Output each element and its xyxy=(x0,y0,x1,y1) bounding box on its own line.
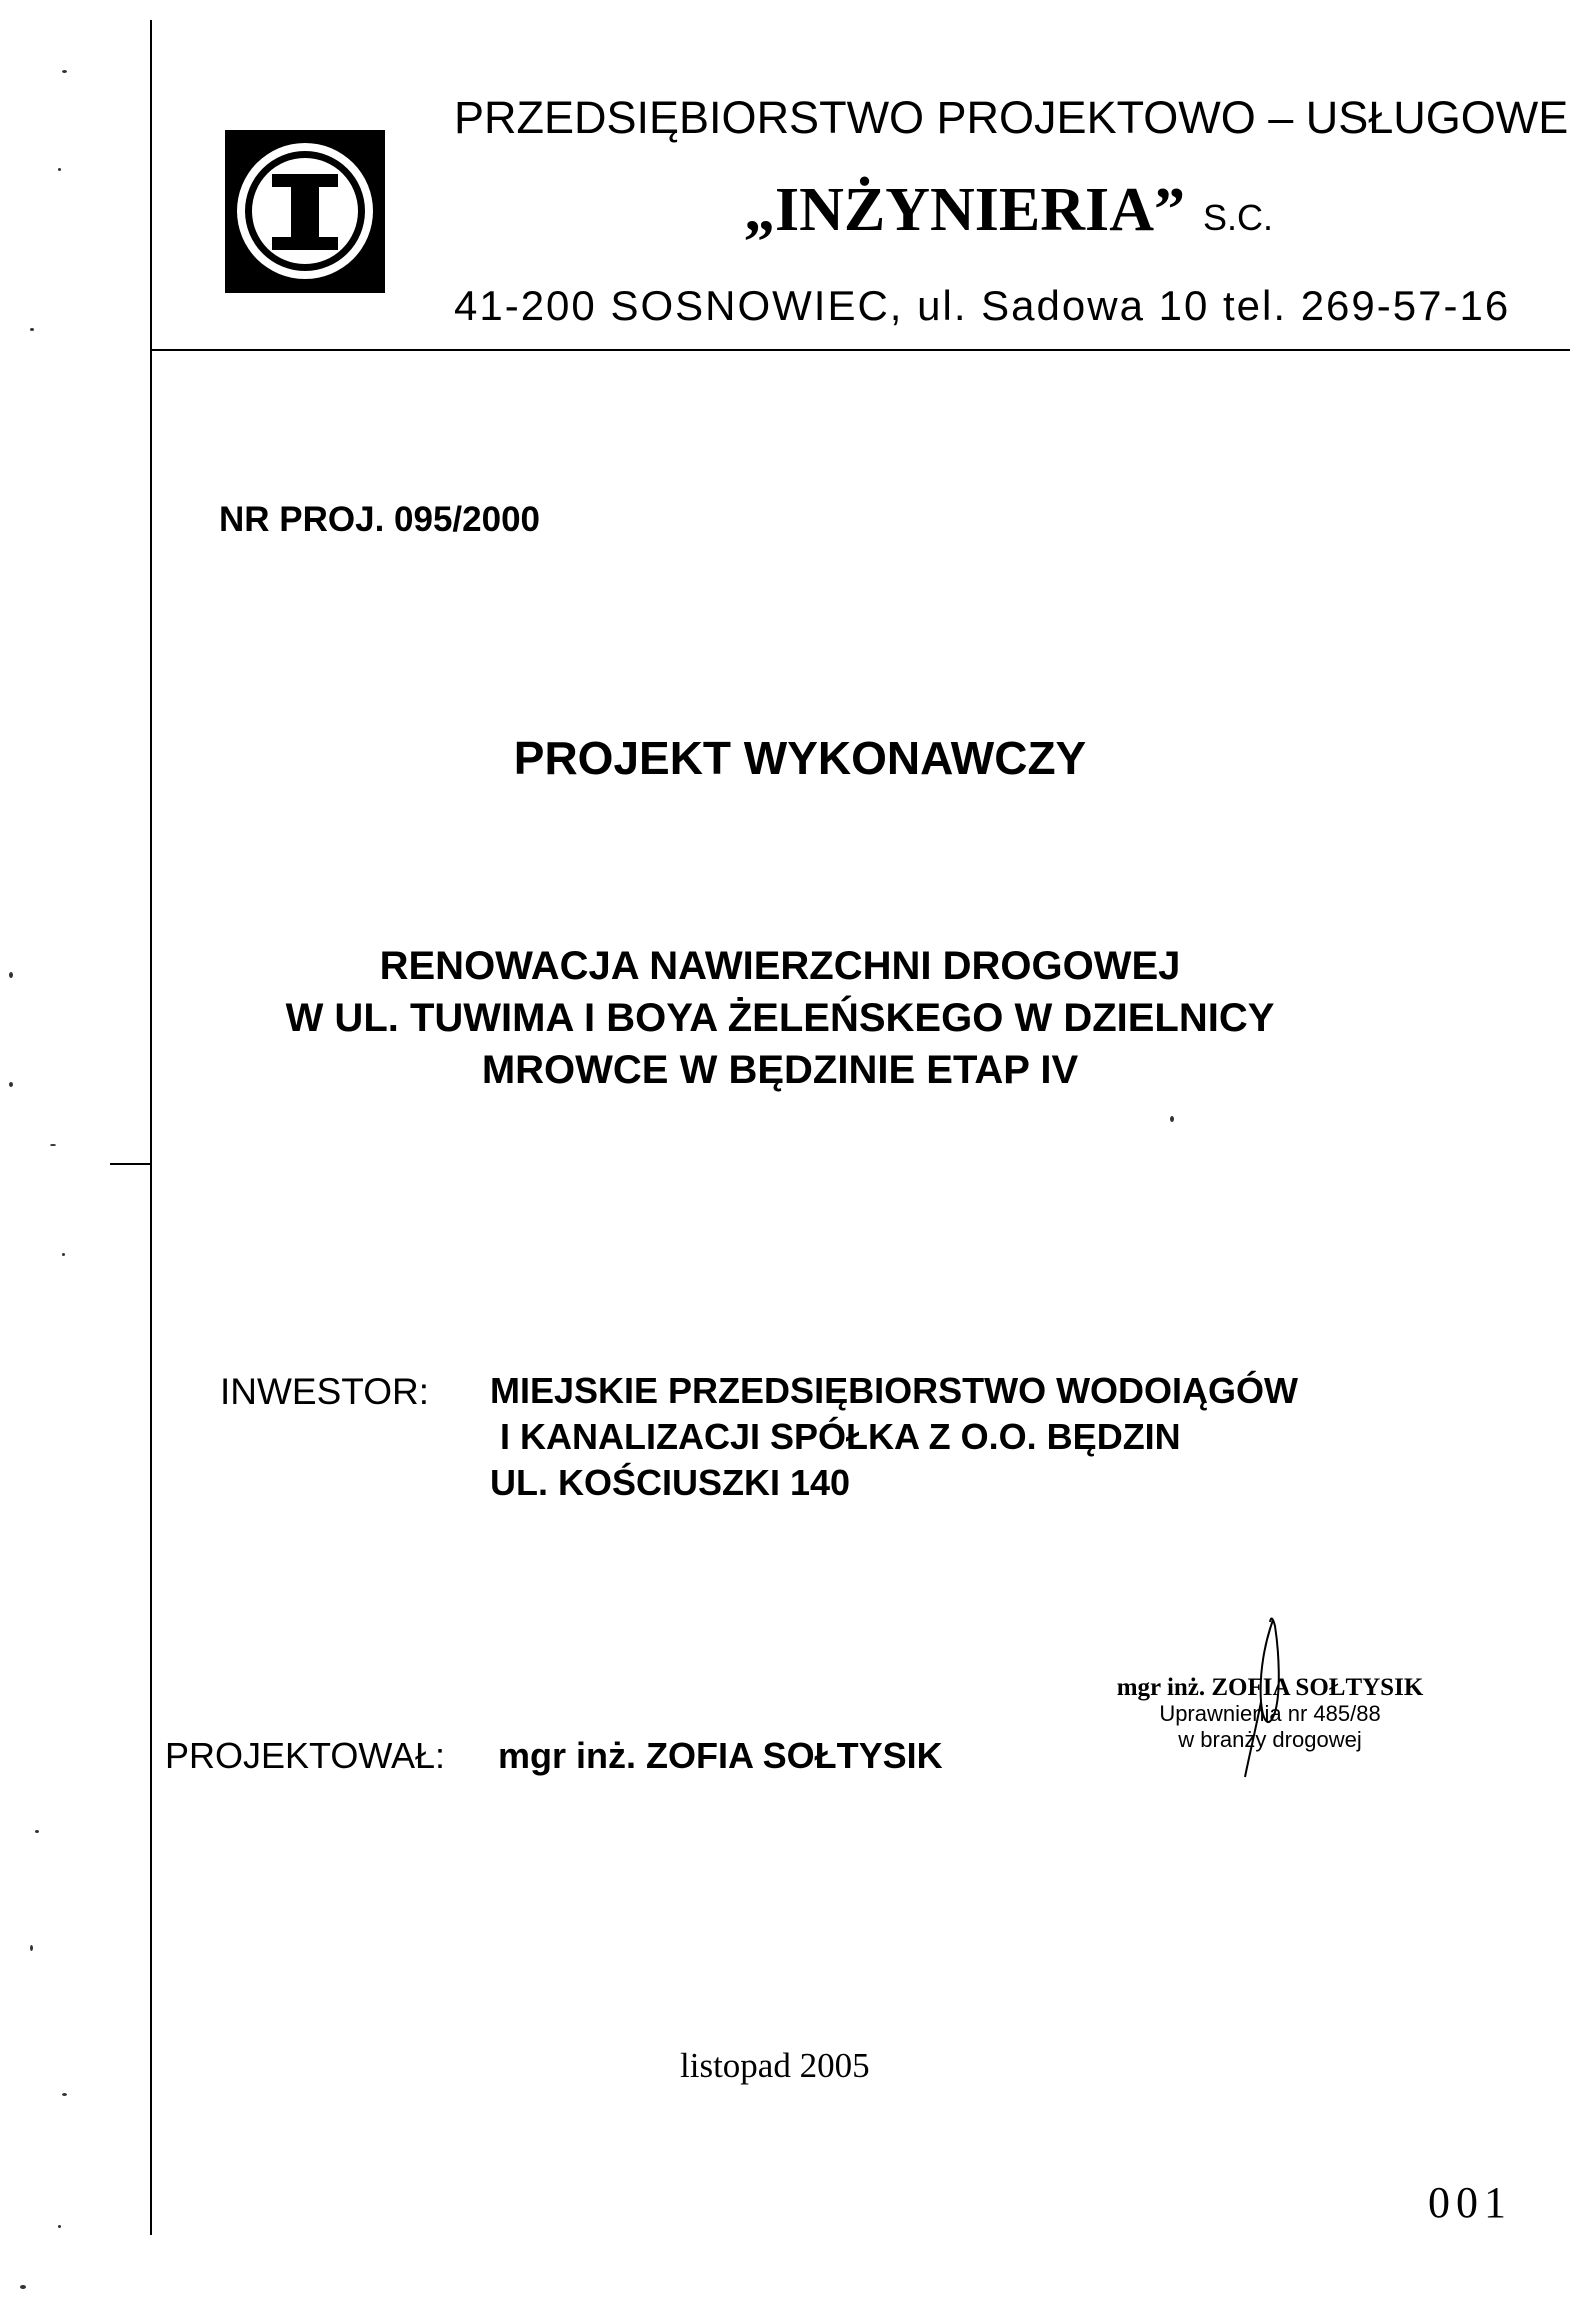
investor-details xyxy=(490,1368,1298,1506)
project-subject xyxy=(150,940,1410,1096)
scan-speck xyxy=(9,1082,13,1087)
company-type: PRZEDSIĘBIORSTWO PROJEKTOWO – USŁUGOWE xyxy=(454,92,1569,143)
binding-margin-line xyxy=(150,20,152,2235)
stamp-name: mgr inż. ZOFIA SOŁTYSIK xyxy=(1116,1674,1424,1701)
project-number: NR PROJ. 095/2000 xyxy=(219,500,541,539)
document-title: PROJEKT WYKONAWCZY xyxy=(513,732,1087,784)
stamp-field: w branży drogowej xyxy=(1178,1727,1362,1752)
scan-speck xyxy=(58,168,61,171)
company-address: 41-200 SOSNOWIEC, ul. Sadowa 10 tel. 269-57-16 xyxy=(454,282,1511,329)
investor-line: MIEJSKIE PRZEDSIĘBIORSTWO WODOIĄGÓW xyxy=(490,1370,1299,1411)
scan-speck xyxy=(50,1144,56,1146)
scan-speck xyxy=(1170,1116,1174,1122)
investor-line: I KANALIZACJI SPÓŁKA Z O.O. BĘDZIN xyxy=(500,1416,1181,1457)
scan-speck xyxy=(62,2093,67,2096)
company-name-line xyxy=(744,175,1273,246)
handwritten-signature xyxy=(1225,1612,1315,1782)
subject-line: W UL. TUWIMA I BOYA ŻELEŃSKEGO W DZIELNICY xyxy=(285,996,1275,1040)
scan-speck xyxy=(20,2285,26,2289)
scan-speck xyxy=(9,972,13,978)
company-name: „INŻYNIERIA” xyxy=(744,176,1185,244)
scan-speck xyxy=(62,70,67,73)
subject-line: MROWCE W BĘDZINIE ETAP IV xyxy=(481,1048,1079,1092)
fold-mark xyxy=(110,1163,152,1165)
investor-label: INWESTOR: xyxy=(220,1371,429,1412)
scan-speck xyxy=(35,1830,39,1833)
investor-line: UL. KOŚCIUSZKI 140 xyxy=(490,1462,851,1503)
company-suffix: S.C. xyxy=(1202,197,1273,238)
subject-line: RENOWACJA NAWIERZCHNI DROGOWEJ xyxy=(379,944,1181,988)
header-divider xyxy=(150,349,1570,351)
designer-label: PROJEKTOWAŁ: xyxy=(165,1735,446,1776)
company-logo xyxy=(225,130,385,293)
scan-speck xyxy=(58,2225,61,2228)
document-date: listopad 2005 xyxy=(680,2046,870,2085)
designer-name: mgr inż. ZOFIA SOŁTYSIK xyxy=(498,1735,943,1776)
scan-speck xyxy=(62,1253,65,1256)
stamp-license: Uprawnienia nr 485/88 xyxy=(1159,1701,1381,1726)
scan-speck xyxy=(30,1945,33,1951)
scan-speck xyxy=(30,328,34,331)
page-number: 001 xyxy=(1428,2178,1512,2227)
